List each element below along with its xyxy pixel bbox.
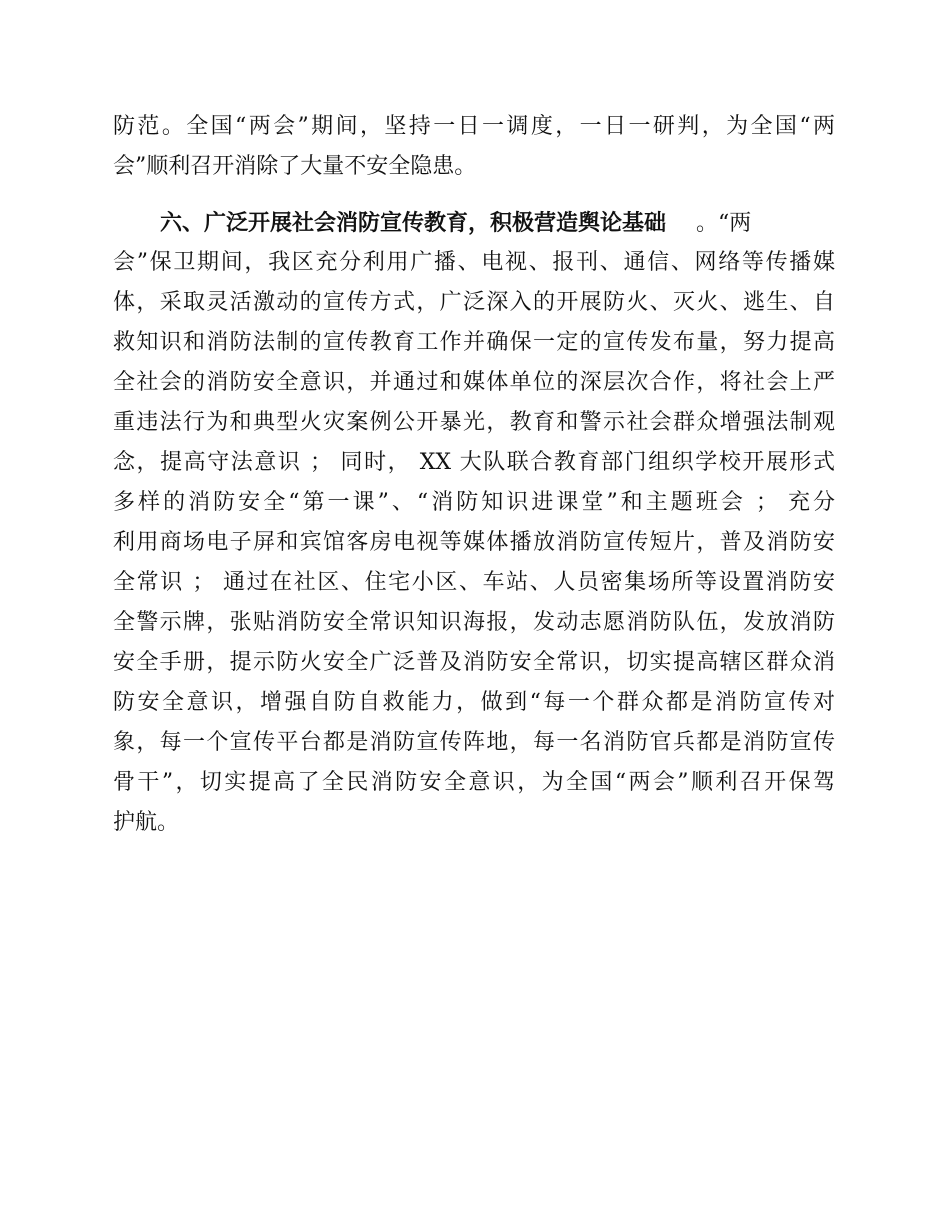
paragraph-line: 象，每一个宣传平台都是消防宣传阵地，每一名消防官兵都是消防宣传 bbox=[113, 730, 835, 755]
paragraph-line: 念，提高守法意识 ； 同时， XX 大队联合教育部门组织学校开展形式 bbox=[113, 450, 835, 475]
paragraph-line: 会”保卫期间，我区充分利用广播、电视、报刊、通信、网络等传播媒 bbox=[113, 250, 835, 275]
section-heading-line bbox=[160, 205, 835, 241]
paragraph-line: 全常识 ； 通过在社区、住宅小区、车站、人员密集场所等设置消防安 bbox=[113, 570, 835, 595]
paragraph-line: 安全手册，提示防火安全广泛普及消防安全常识，切实提高辖区群众消 bbox=[113, 650, 835, 675]
paragraph-line: 重违法行为和典型火灾案例公开暴光，教育和警示社会群众增强法制观 bbox=[113, 410, 835, 435]
heading-line-tail: 。“两 bbox=[696, 211, 752, 236]
paragraph-line: 利用商场电子屏和宾馆客房电视等媒体播放消防宣传短片，普及消防安 bbox=[113, 530, 835, 555]
paragraph-line: 体，采取灵活激动的宣传方式，广泛深入的开展防火、灭火、逃生、自 bbox=[113, 290, 835, 315]
paragraph-line: 全警示牌，张贴消防安全常识知识海报，发动志愿消防队伍，发放消防 bbox=[113, 610, 835, 635]
paragraph-line: 全社会的消防安全意识，并通过和媒体单位的深层次合作，将社会上严 bbox=[113, 370, 835, 395]
paragraph-line: 护航。 bbox=[113, 810, 180, 835]
paragraph-line: 骨干”，切实提高了全民消防安全意识，为全国“两会”顺利召开保驾 bbox=[113, 770, 835, 795]
paragraph-line: 多样的消防安全“第一课”、“消防知识进课堂”和主题班会 ； 充分 bbox=[113, 490, 835, 515]
paragraph-line: 防范。全国“两会”期间，坚持一日一调度，一日一研判，为全国“两 bbox=[113, 114, 835, 139]
paragraph-line: 会”顺利召开消除了大量不安全隐患。 bbox=[113, 154, 477, 179]
paragraph-line: 救知识和消防法制的宣传教育工作并确保一定的宣传发布量，努力提高 bbox=[113, 330, 835, 355]
section-heading: 六、广泛开展社会消防宣传教育，积极营造舆论基础 bbox=[160, 210, 667, 236]
paragraph-line: 防安全意识，增强自防自救能力，做到“每一个群众都是消防宣传对 bbox=[113, 690, 835, 715]
